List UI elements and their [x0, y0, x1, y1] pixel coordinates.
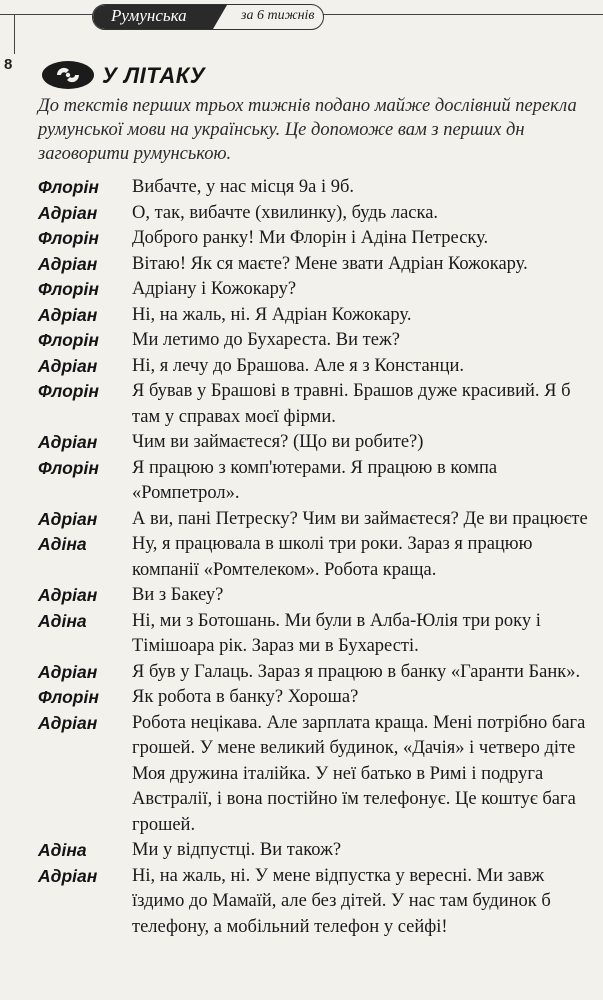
dialogue-turn [0, 532, 603, 583]
utterance-line: компанії «Ромтелеком». Робота краща. [132, 559, 437, 580]
speaker-name: Флорін [38, 177, 99, 197]
utterance [132, 201, 603, 227]
utterance [132, 328, 603, 354]
utterance-line: Тімішоара рік. Зараз ми в Бухаресті. [132, 636, 419, 656]
utterance [132, 430, 603, 456]
utterance [132, 277, 603, 303]
utterance-line: Ми летимо до Бухареста. Ви теж? [132, 330, 400, 350]
utterance [132, 660, 603, 686]
utterance-line: грошей. [132, 814, 196, 835]
speaker-name: Адріан [38, 585, 98, 605]
utterance [132, 532, 603, 583]
dialogue [0, 175, 603, 940]
utterance [132, 354, 603, 380]
dialogue-turn [0, 609, 603, 660]
utterance [132, 838, 603, 864]
utterance-line: Вибачте, у нас місця 9а і 9б. [132, 177, 355, 197]
side-rule [14, 14, 15, 54]
dialogue-turn [0, 175, 603, 201]
utterance-line: Я працюю з комп'ютерами. Я працюю в компа [132, 457, 498, 478]
utterance-line: Моя дружина італійка. У неї батько в Римі і подруга [132, 763, 544, 784]
utterance [132, 226, 603, 252]
utterance-line: телефону, а мобільний телефон у сейфі! [132, 916, 448, 937]
dialogue-turn [0, 583, 603, 609]
speaker-name: Адріан [38, 304, 98, 325]
speaker-name: Адріан [38, 712, 98, 733]
speaker-name: Адріан [38, 508, 98, 529]
speaker-name: Адріан [38, 432, 98, 452]
utterance [132, 583, 603, 609]
utterance [132, 379, 603, 430]
utterance [132, 303, 603, 329]
page-number: 8 [4, 56, 13, 73]
speaker-name: Адріан [38, 865, 98, 886]
intro-line: До текстів перших трьох тижнів подано майже дослівний перекла [38, 96, 577, 116]
utterance [132, 711, 603, 839]
utterance [132, 456, 603, 507]
utterance-line: Ви з Бакеу? [132, 585, 224, 605]
dialogue-turn [0, 456, 603, 507]
dialogue-turn [0, 303, 603, 329]
speaker-name: Флорін [38, 457, 99, 478]
audio-disc-icon [41, 60, 95, 90]
dialogue-turn [0, 354, 603, 380]
speaker-name: Адріан [38, 253, 98, 274]
utterance [132, 609, 603, 660]
utterance-line: О, так, вибачте (хвилинку), будь ласка. [132, 202, 439, 223]
dialogue-turn [0, 711, 603, 839]
speaker-name: Адріан [38, 661, 98, 682]
utterance [132, 252, 603, 278]
dialogue-turn [0, 201, 603, 227]
dialogue-turn [0, 685, 603, 711]
utterance-line: Ми у відпустці. Ви також? [132, 840, 342, 860]
intro-line: румунської мови на українську. Це допоможе вам з перших дн [38, 120, 525, 140]
speaker-name: Адіна [38, 840, 87, 860]
utterance-line: Адріану і Кожокару? [132, 279, 297, 299]
utterance-line: Австралії, і вона постійно їм телефонує. Це коштує бага [132, 789, 576, 809]
utterance-line: «Ромпетрол». [132, 483, 240, 503]
utterance-line: Я був у Галаць. Зараз я працюю в банку «Гаранти Банк». [132, 661, 581, 682]
speaker-name: Адіна [38, 534, 87, 554]
intro-paragraph [38, 94, 603, 166]
utterance-line: Ні, ми з Ботошань. Ми були в Алба-Юлія три року і [132, 610, 541, 631]
speaker-name: Адіна [38, 610, 87, 631]
utterance-line: там у справах моєї фірми. [132, 406, 336, 427]
utterance-line: Ну, я працювала в школі три роки. Зараз я працюю [132, 534, 533, 554]
speaker-name: Адріан [38, 355, 98, 376]
utterance-line: Робота нецікава. Але зарплата краща. Мені потрібно бага [132, 712, 586, 733]
utterance [132, 864, 603, 941]
dialogue-turn [0, 379, 603, 430]
speaker-name: Флорін [38, 228, 99, 248]
section-title: У ЛІТАКУ [102, 63, 206, 88]
utterance-line: Ні, я лечу до Брашова. Але я з Констанци. [132, 355, 464, 376]
dialogue-turn [0, 328, 603, 354]
utterance-line: Ні, на жаль, ні. У мене відпустка у вересні. Ми завж [132, 865, 545, 886]
speaker-name: Флорін [38, 279, 99, 299]
utterance [132, 175, 603, 201]
running-header [92, 4, 324, 30]
utterance-line: їздимо до Мамаїй, але без дітей. У нас там будинок б [132, 891, 551, 911]
utterance-line: Як робота в банку? Хороша? [132, 687, 359, 707]
dialogue-turn [0, 507, 603, 533]
utterance-line: Доброго ранку! Ми Флорін і Адіна Петреску. [132, 228, 489, 248]
utterance-line: Вітаю! Як ся маєте? Мене звати Адріан Кожокару. [132, 253, 528, 274]
intro-line: заговорити румунською. [38, 144, 232, 164]
book-title: Румунська [111, 6, 187, 25]
dialogue-turn [0, 864, 603, 941]
utterance-line: Чим ви займаєтеся? (Що ви робите?) [132, 432, 424, 452]
dialogue-turn [0, 660, 603, 686]
dialogue-turn [0, 430, 603, 456]
utterance-line: грошей. У мене великий будинок, «Дачія» і четверо діте [132, 738, 576, 758]
dialogue-turn [0, 277, 603, 303]
speaker-name: Флорін [38, 381, 99, 401]
speaker-name: Флорін [38, 687, 99, 707]
dialogue-turn [0, 838, 603, 864]
dialogue-turn [0, 226, 603, 252]
utterance [132, 507, 603, 533]
utterance [132, 685, 603, 711]
speaker-name: Адріан [38, 202, 98, 223]
dialogue-turn [0, 252, 603, 278]
utterance-line: А ви, пані Петреску? Чим ви займаєтеся? Де ви працюєте [132, 508, 588, 529]
utterance-line: Ні, на жаль, ні. Я Адріан Кожокару. [132, 304, 412, 325]
speaker-name: Флорін [38, 330, 99, 350]
book-subtitle: за 6 тижнів [241, 8, 315, 23]
utterance-line: Я бував у Брашові в травні. Брашов дуже красивий. Я б [132, 381, 571, 401]
